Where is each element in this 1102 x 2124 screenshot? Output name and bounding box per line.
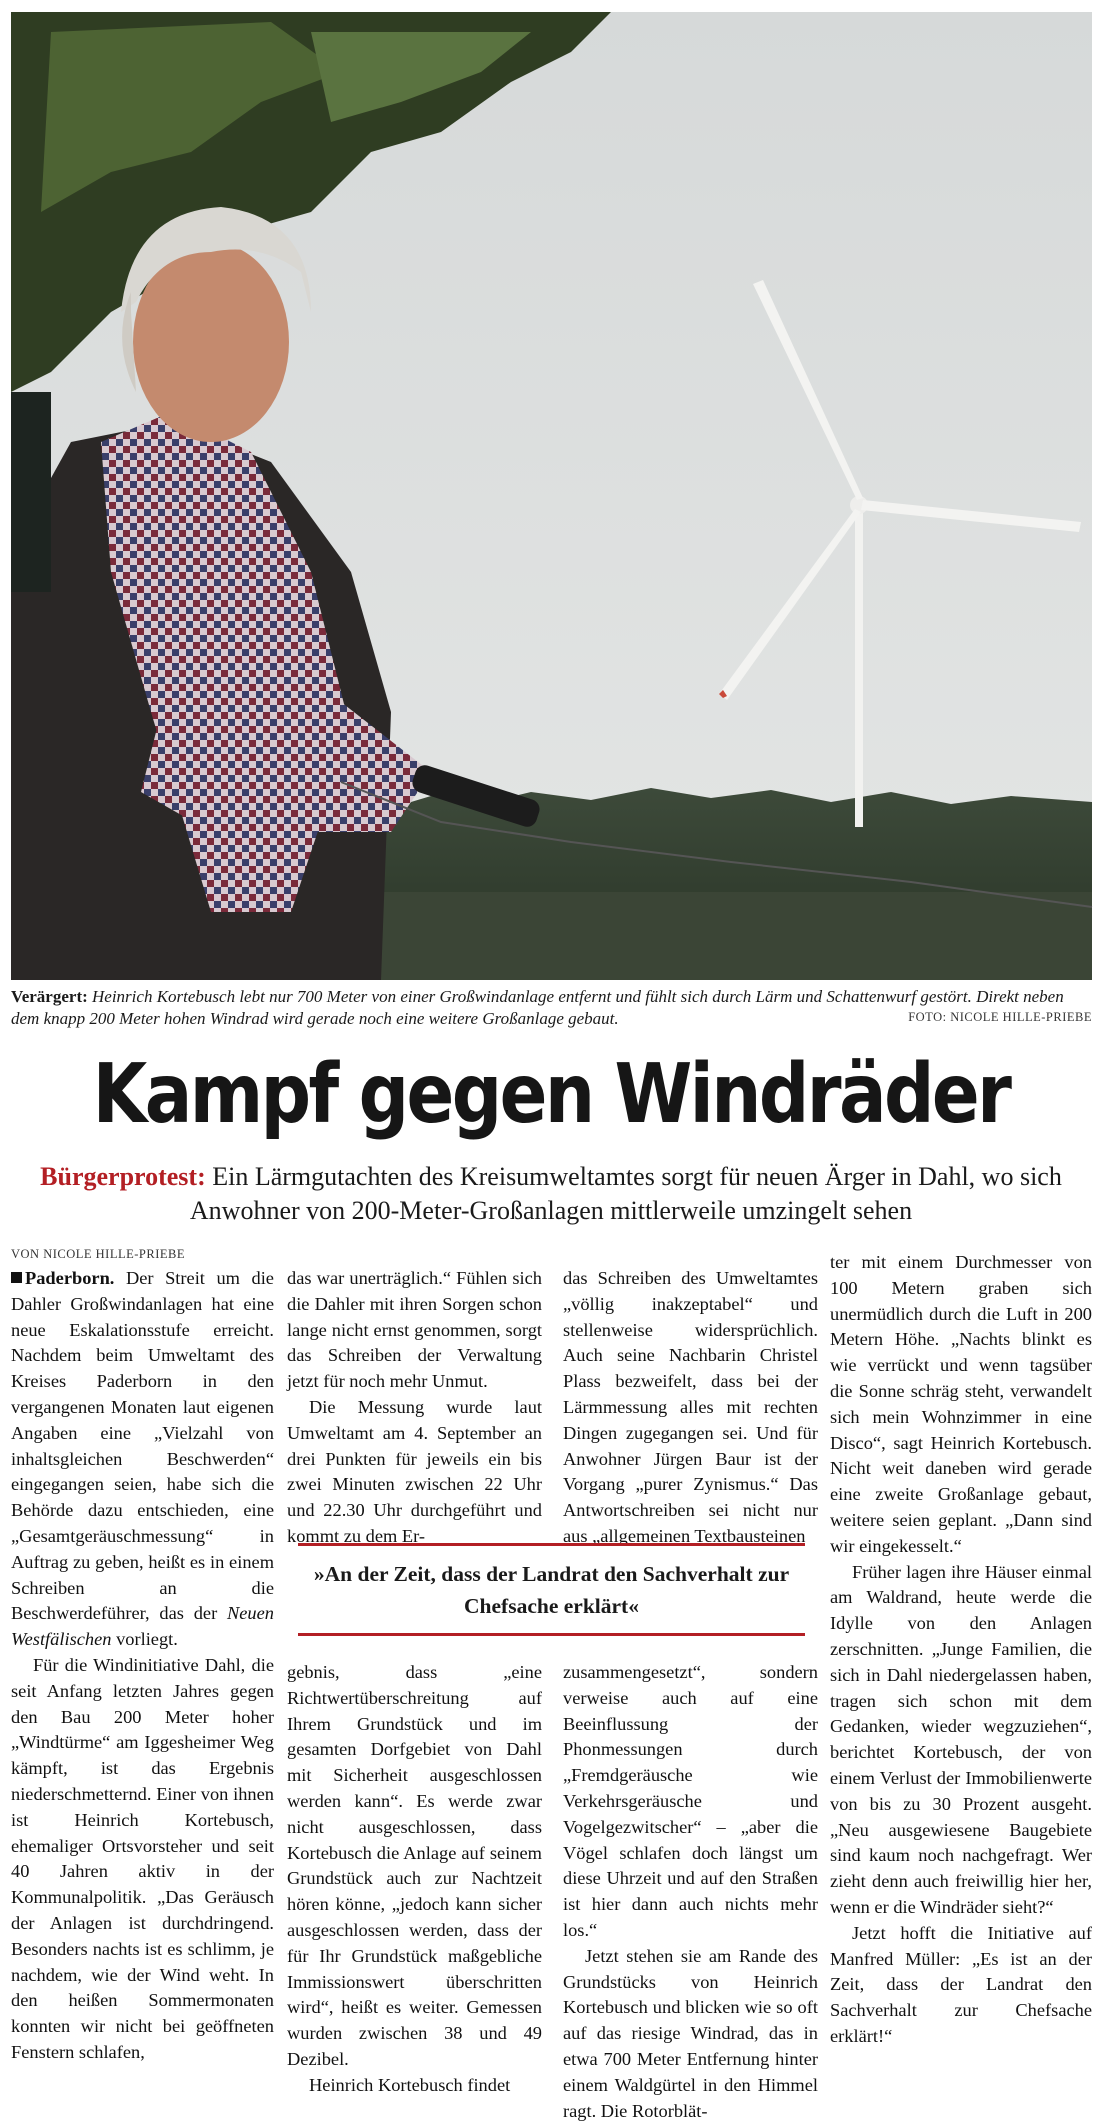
paragraph [11,1266,274,1653]
paragraph: ter mit einem Durchmesser von 100 Metern graben sich unermüdlich durch die Luft in 200 Metern Höhe. „Nachts blinkt es wie verrückt und wenn tagsüber die Sonne schräg steht, verwandelt sich mein Wohnzimmer in eine Disco“, sagt Heinrich Kortebusch. Nicht weit daneben wird gerade eine zweite Großanlage gebaut, weitere seien geplant. „Dann sind wir eingekesselt.“ [830,1252,1092,1556]
column-2-top [287,1266,542,1546]
dateline: Paderborn. [25,1268,115,1288]
caption-lead: Verärgert: [11,987,88,1006]
paragraph: das Schreiben des Umweltamtes „völlig inakzeptabel“ und stellenweise widersprüchlich. Auch seine Nachbarin Christel Plass bezweifelt, dass bei der Lärmmessung alles mit rechten Dingen zugegangen sei. Und für Anwohner Jürgen Baur ist der Vorgang „purer Zynismus.“ Das Antwortschreiben sei nicht nur aus „allgemeinen Textbausteinen [563,1268,818,1546]
paragraph: zusammengesetzt“, sondern verweise auch auf eine Beeinflussung der Phonmessungen durch „Fremdgeräusche wie Verkehrsgeräusche und Vogelgezwitscher“ – „aber die Vögel schlafen doch längst um diese Uhrzeit und auf den Straßen ist hier dann auch nichts mehr los.“ [563,1662,818,1940]
paragraph: Die Messung wurde laut Umweltamt am 4. September an drei Punkten für jeweils ein bis zwei Minuten zwischen 22 Uhr und 22.30 Uhr durchgeführt und kommt zu dem Er- [287,1396,542,1546]
paragraph-text: vorliegt. [116,1629,178,1650]
column-2-bottom [287,1660,542,2095]
paragraph-text: Der Streit um die Dahler Großwindanlagen hat eine neue Eskalationsstufe erreicht. Nachdem beim Umweltamt des Kreises Paderborn in den vergangenen Monaten laut eigenen Angaben eine „Vielzahl von inhaltsgleichen Beschwerden“ eingegangen seien, habe sich die Behörde dazu entschieden, eine „Gesamtgeräuschmessung“ in Auftrag zu geben, heißt es in einem Schreiben an die Beschwerdeführer, das der [11,1268,274,1624]
subhead-text: Ein Lärmgutachten des Kreisumweltamtes sorgt für neuen Ärger in Dahl, wo sich Anwohner von 200-Meter-Großanlagen mittlerweile umzingelt sehen [189,1162,1062,1225]
paragraph: gebnis, dass „eine Richtwertüberschreitung auf Ihrem Grundstück und im gesamten Dorfgebiet von Dahl mit Sicherheit ausgeschlossen werden kann“. Es werde zwar nicht ausgeschlossen, dass Kortebusch die Anlage auf seinem Grundstück auch zur Nachtzeit hören könne, „jedoch kann sicher ausgeschlossen werden, dass der für Ihr Grundstück maßgebliche Immissionswert überschritten wird“, heißt es weiter. Gemessen wurden zwischen 38 und 49 Dezibel. [287,1662,542,2069]
column-3-top [563,1266,818,1546]
column-1 [11,1266,274,2066]
paragraph: das war unerträglich.“ Fühlen sich die Dahler mit ihren Sorgen schon lange nicht ernst genommen, sorgt das Schreiben der Verwaltung jetzt für noch mehr Unmut. [287,1268,542,1392]
paragraph-square-icon [11,1272,22,1283]
paragraph: Jetzt hofft die Initiative auf Manfred Müller: „Es ist an der Zeit, dass der Landrat den Sachverhalt zur Chefsache erklärt!“ [830,1922,1092,2046]
column-3-bottom [563,1660,818,2121]
subheadline [0,1160,1102,1228]
pull-quote: »An der Zeit, dass der Landrat den Sachverhalt zur Chefsache erklärt« [298,1543,805,1636]
headline: Kampf gegen Windräder [92,1047,1010,1142]
paragraph: Für die Windinitiative Dahl, die seit Anfang letzten Jahres gegen den Bau 200 Meter hoher „Windtürme“ am Iggesheimer Weg kämpft, ist das Ergebnis niederschmetternd. Einer von ihnen ist Heinrich Kortebusch, ehemaliger Ortsvorsteher und seit 40 Jahren aktiv in der Kommunalpolitik. „Das Geräusch der Anlagen ist durchdringend. Besonders nachts ist es schlimm, je nachdem, wie der Wind weht. In den heißen Sommermonaten konnten wir nicht bei geöffneten Fenstern schlafen, [11,1654,274,2062]
article-photo [11,12,1092,980]
paragraph: Jetzt stehen sie am Rande des Grundstücks von Heinrich Kortebusch und blicken wie so oft auf das riesige Windrad, das in etwa 700 Meter Entfernung hinter einem Waldgürtel in den Himmel ragt. Die Rotorblät- [563,1945,818,2121]
caption-text: Heinrich Kortebusch lebt nur 700 Meter von einer Großwindanlage entfernt und fühlt sich durch Lärm und Schattenwurf gestört. Direkt neben dem knapp 200 Meter hohen Windrad wird gerade noch eine weitere Großanlage gebaut. [11,987,1064,1028]
photo-illustration [11,12,1092,980]
paragraph: Heinrich Kortebusch findet [309,2074,511,2095]
newspaper-name: Neuen Westfälischen [11,1603,274,1650]
photo-credit: FOTO: NICOLE HILLE-PRIEBE [908,1010,1092,1024]
byline: VON NICOLE HILLE-PRIEBE [11,1247,185,1261]
kicker: Bürgerprotest: [40,1162,206,1191]
paragraph: Früher lagen ihre Häuser einmal am Waldrand, heute werde die Idylle von den Anlagen zerschnitten. „Junge Familien, die sich in Dahl niedergelassen haben, tragen sich schon mit dem Gedanken, wieder wegzuziehen“, berichtet Kortebusch, der von einem Verlust der Immobilienwerte von bis zu 30 Prozent ausgeht. „Neu ausgewiesene Baugebiete sind kaum noch nachgefragt. Wer zieht denn auch freiwillig hier her, wenn er die Windräder sieht?“ [830,1561,1092,1917]
column-4 [830,1250,1092,2068]
